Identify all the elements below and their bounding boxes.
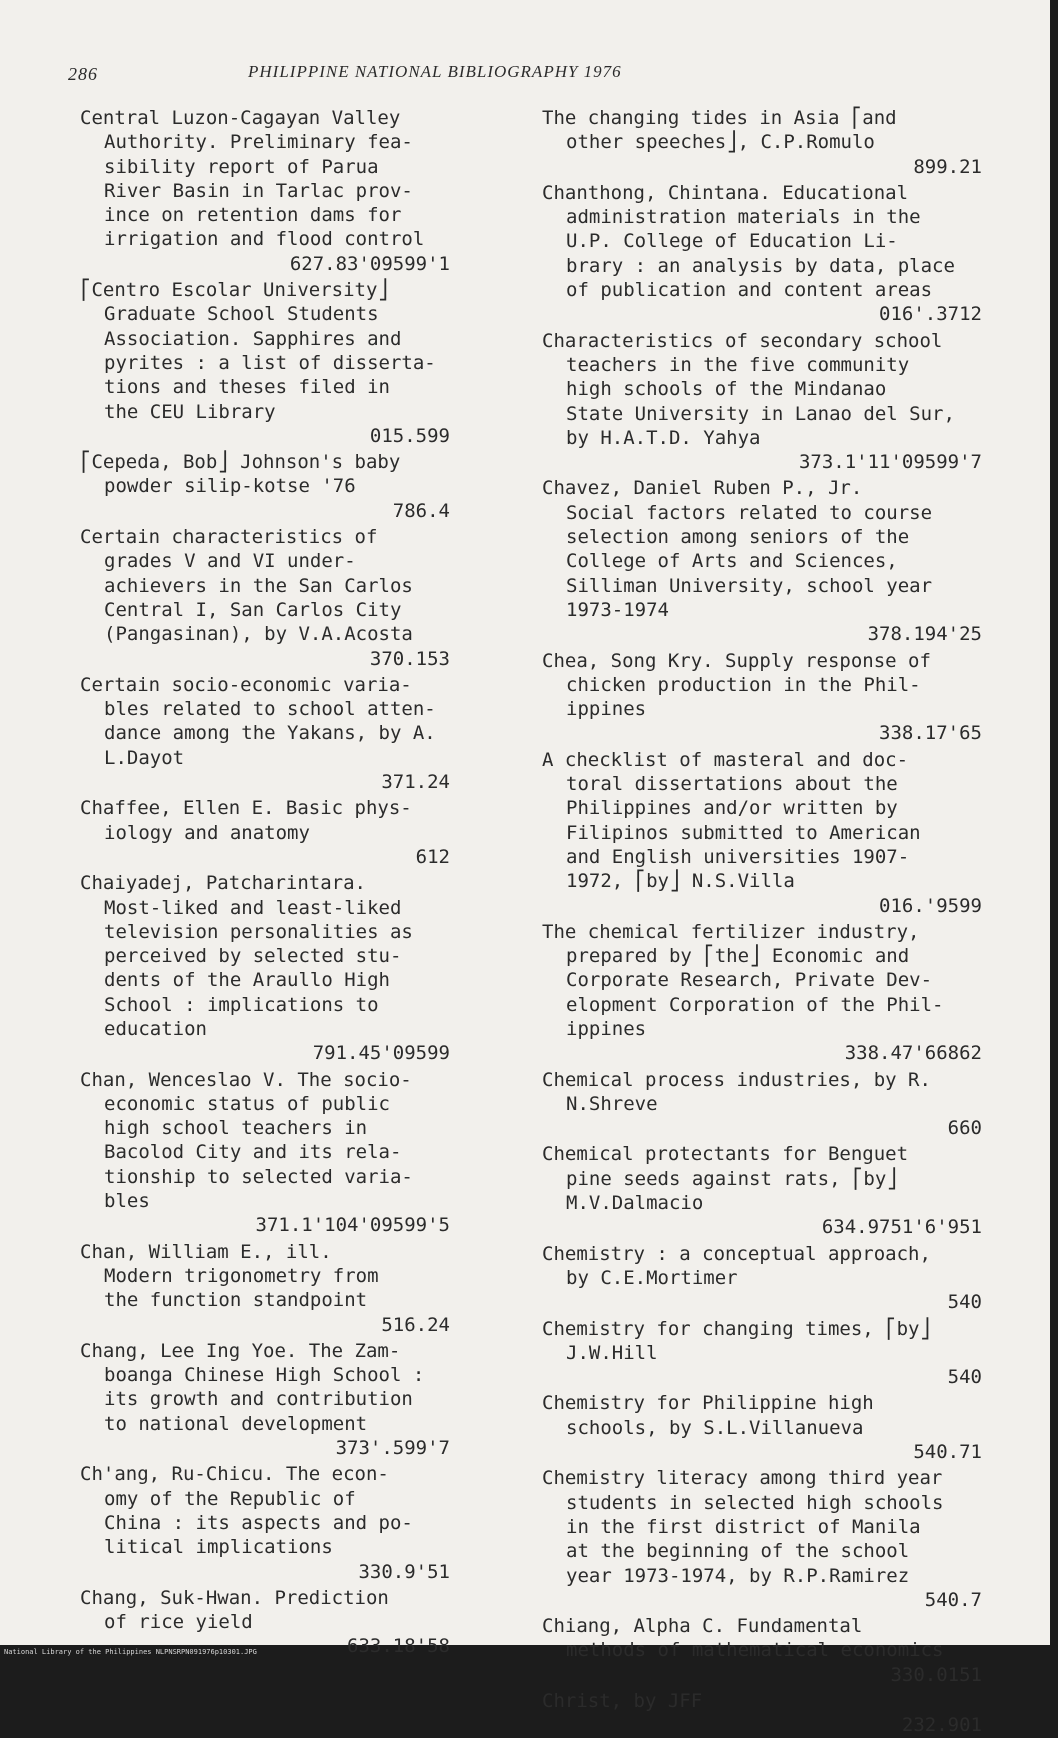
entry-text: Christ, by JFF [542,1690,703,1712]
entry-classification: 373.1'11'09599'7 [798,451,982,474]
entry-classification: 338.17'65 [879,722,982,745]
entry-classification: 899.21 [913,155,982,178]
entry-text: A checklist of masteral and doc- toral dissertations about the Philippines and/or written by Filipinos submitted to American and English universities 1907- 1972, ⎡by⎦ N.S.Villa [542,748,921,893]
entry-text: Chea, Song Kry. Supply response of chicken production in the Phil- ippines [542,649,931,721]
entry-text: Chemistry literacy among third year students in selected high schools in the first district of Manila at the beginning of the school year 1973-1974, by R.P.Ramirez [542,1467,944,1587]
entry-text: Ch'ang, Ru-Chicu. The econ- omy of the Republic of China : its aspects and po- litical implications [80,1463,413,1559]
entry-text: ⎡Cepeda, Bob⎦ Johnson's baby powder silip-kotse '76 [80,451,401,498]
entry-classification: 330.9'51 [358,1560,450,1583]
entry-text: The changing tides in Asia ⎡and other speeches⎦, C.P.Romulo [542,107,897,154]
entry-text: Chemistry for changing times, ⎡by⎦ J.W.Hill [542,1317,931,1364]
entry-classification: 634.9751'6'951 [821,1216,982,1239]
entry-classification: 016.'9599 [879,894,982,917]
entry-text: Chang, Lee Ing Yoe. The Zam- boanga Chinese High School : its growth and contribution to national development [80,1339,425,1435]
left-column [80,106,450,1659]
entry-classification: 633.18'58 [347,1635,450,1658]
entry-text: Chiang, Alpha C. Fundamental methods of mathematical economics [542,1615,944,1662]
entry-classification: 378.194'25 [867,623,982,646]
entry-classification: 786.4 [392,499,450,522]
entry-text: Chemistry for Philippine high schools, by S.L.Villanueva [542,1392,874,1439]
page-number: 286 [68,64,98,84]
entry-classification: 540.7 [924,1588,982,1611]
entry-classification: 232.901 [901,1714,982,1737]
entry-text: Certain characteristics of grades V and VI under- achievers in the San Carlos Central I, San Carlos City (Pangasinan), by V.A.Acosta [80,526,413,646]
scan-source-caption: National Library of the Philippines NLPNSRPN091976p10301.JPG [4,1648,257,1656]
entry-text: Chemical protectants for Benguet pine seeds against rats, ⎡by⎦ M.V.Dalmacio [542,1143,909,1215]
entry-classification: 015.599 [369,424,450,447]
entry-classification: 330.0151 [890,1663,982,1686]
entry-text: Chan, William E., ill. Modern trigonometry from the function standpoint [80,1240,379,1312]
entry-text: Chang, Suk-Hwan. Prediction of rice yield [80,1586,389,1634]
entry-text: Central Luzon-Cagayan Valley Authority. Preliminary fea- sibility report of Parua River Basin in Tarlac prov- ince on retention dams for irrigation and flood control [80,107,425,251]
entry-text: Chavez, Daniel Ruben P., Jr. Social factors related to course selection among seniors of the College of Arts and Sciences, Silliman University, school year 1973-1974 [542,477,933,621]
entry-classification: 612 [415,845,450,868]
entry-text: Chemical process industries, by R. N.Shreve [542,1068,931,1115]
entry-classification: 540.71 [913,1441,982,1464]
entry-classification: 371.24 [381,771,450,794]
entry-classification: 373'.599'7 [335,1437,450,1460]
entry-classification: 540 [947,1291,982,1314]
entry-classification: 371.1'104'09599'5 [255,1214,450,1237]
entry-text: Chan, Wenceslao V. The socio- economic status of public high school teachers in Bacolod City and its rela- tionship to selected varia- bles [80,1068,413,1213]
entry-classification: 791.45'09599 [312,1042,450,1065]
entry-classification: 016'.3712 [879,303,982,326]
entry-classification: 540 [947,1366,982,1389]
entry-classification: 627.83'09599'1 [289,252,450,275]
running-title: PHILIPPINE NATIONAL BIBLIOGRAPHY 1976 [248,62,622,81]
entry-text: Certain socio-economic varia- bles related to school atten- dance among the Yakans, by A. L.Dayot [80,673,436,769]
entry-text: Characteristics of secondary school teachers in the five community high schools of the Mindanao State University in Lanao del Sur, by H.A.T.D. Yahya [542,329,955,449]
entry-classification: 660 [947,1117,982,1140]
entry-text: Chaffee, Ellen E. Basic phys- iology and anatomy [80,797,412,844]
entry-text: The chemical fertilizer industry, prepared by ⎡the⎦ Economic and Corporate Research, Private Dev- elopment Corporation of the Phil- ippines [542,920,944,1040]
entry-classification: 338.47'66862 [844,1042,982,1065]
right-column [542,106,982,1738]
entry-classification: 370.153 [369,647,450,670]
entry-text: Chaiyadej, Patcharintara. Most-liked and least-liked television personalities as perceived by selected stu- dents of the Araullo High School : implications to education [80,872,413,1040]
entry-text: Chanthong, Chintana. Educational administration materials in the U.P. College of Education Li- brary : an analysis by data, place of publication and content areas [542,181,955,302]
entry-text: Chemistry : a conceptual approach, by C.E.Mortimer [542,1242,931,1289]
entry-classification: 516.24 [381,1313,450,1336]
entry-text: ⎡Centro Escolar University⎦ Graduate School Students Association. Sapphires and pyrites : a list of disserta- tions and theses filed in the CEU Library [80,279,436,423]
